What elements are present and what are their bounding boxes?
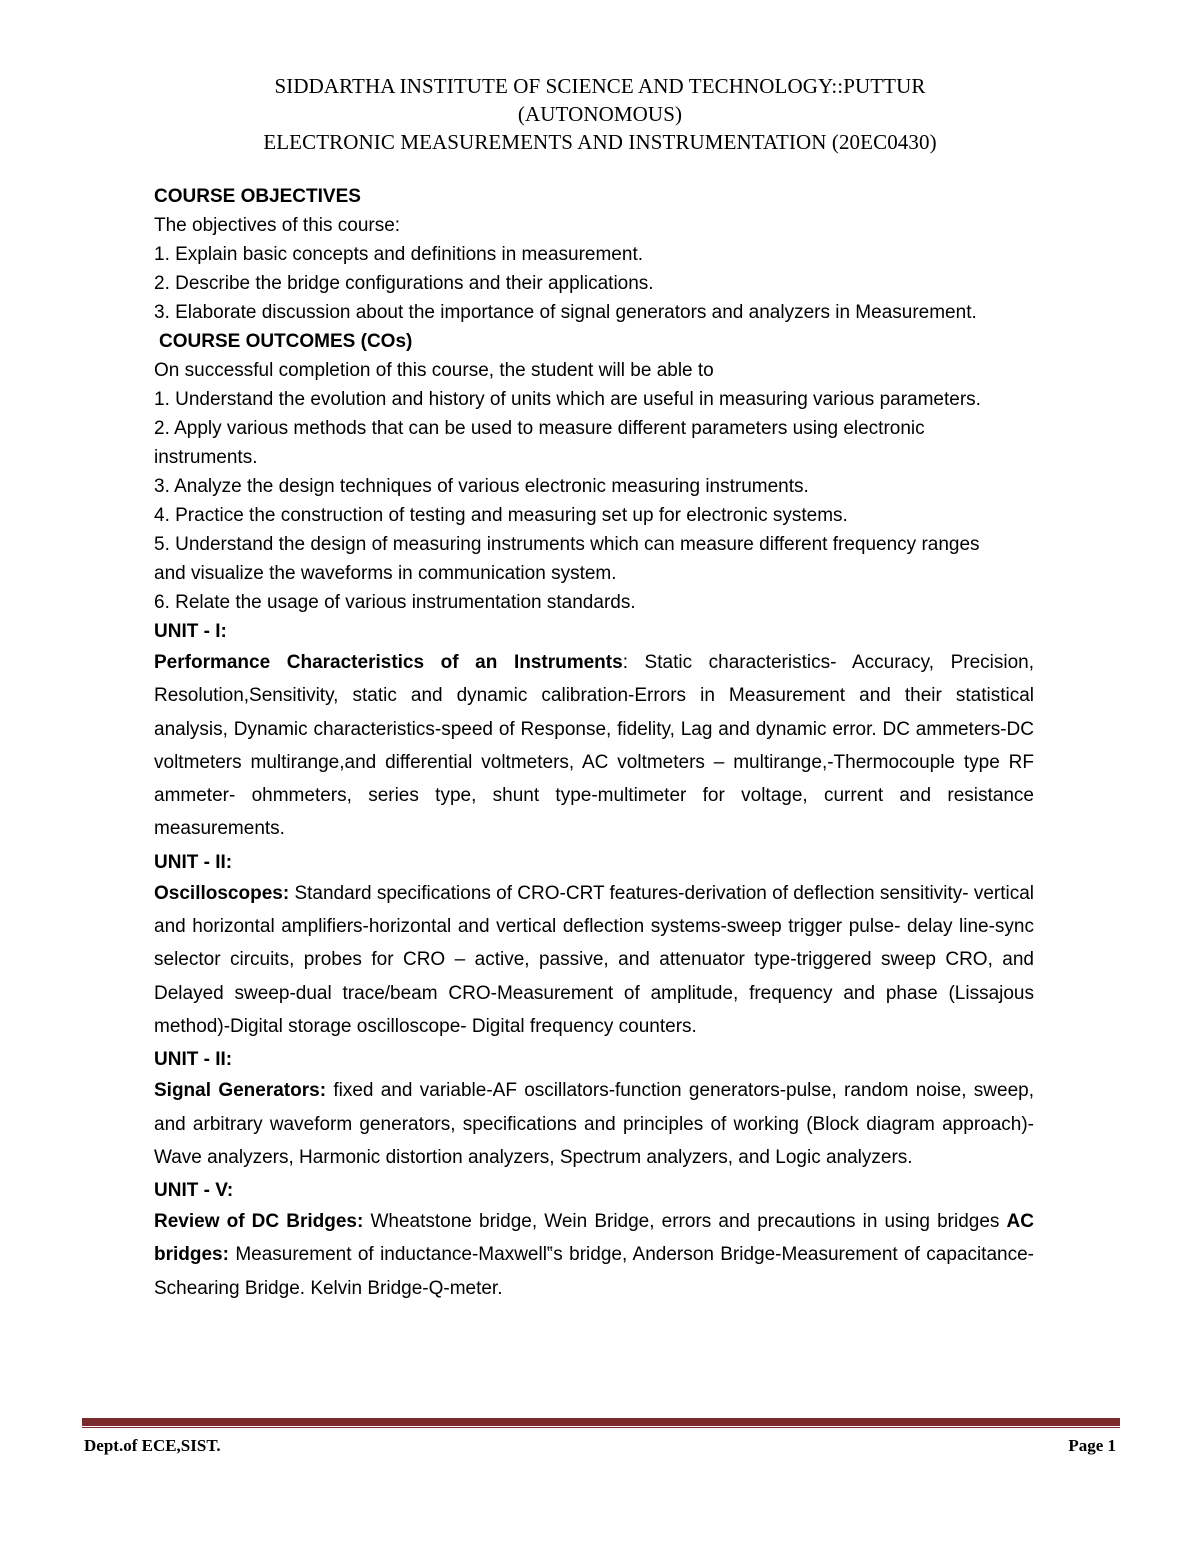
unit-5-text-2: Measurement of inductance-Maxwell‟s bridge, Anderson Bridge-Measurement of capacitance- Schearing Bridge. Kelvin Bridge-Q-meter. — [154, 1244, 1034, 1299]
unit-2-text: Standard specifications of CRO-CRT features-derivation of deflection sensitivity- vertical and horizontal amplifiers-horizontal and vertical deflection systems-sweep trigger pulse- delay line-sync selector circuits, probes for CRO – active, passive, and attenuator type-triggered sweep CRO, and Delayed sweep-dual trace/beam CRO-Measurement of amplitude, frequency and phase (Lissajous method)-Digital storage oscilloscope- Digital frequency counters. — [154, 882, 1035, 1037]
unit-5-text: Wheatstone bridge, Wein Bridge, errors and precautions in using bridges — [363, 1211, 1007, 1233]
objective-item: 1. Explain basic concepts and definitions in measurement. — [154, 244, 643, 265]
objective-item: 3. Elaborate discussion about the importance of signal generators and analyzers in Measurement. — [154, 302, 977, 323]
unit-3-text: fixed and variable-AF oscillators-function generators-pulse, random noise, sweep, and arbitrary waveform generators, specifications and principles of working (Block diagram approach)-Wave analyzers, Harmonic distortion analyzers, Spectrum analyzers, and Logic analyzers. — [154, 1080, 1034, 1168]
outcome-item-continued: instruments. — [154, 447, 258, 468]
unit-5-content — [154, 1205, 1034, 1305]
outcome-item: 3. Analyze the design techniques of various electronic measuring instruments. — [154, 476, 809, 497]
unit-3-heading: UNIT - II: — [154, 1049, 233, 1071]
unit-1-heading: UNIT - I: — [154, 621, 227, 642]
unit-2-heading: UNIT - II: — [154, 851, 233, 873]
unit-2-title: Oscilloscopes: — [154, 882, 290, 904]
unit-1-title: Performance Characteristics of an Instruments — [154, 652, 623, 673]
unit-5-title: Review of DC Bridges: — [154, 1211, 364, 1233]
footer-department: Dept.of ECE,SIST. — [84, 1436, 221, 1455]
objective-item: 2. Describe the bridge configurations and their applications. — [154, 273, 654, 294]
unit-5-heading: UNIT - V: — [154, 1180, 234, 1202]
outcome-item: 5. Understand the design of measuring instruments which can measure different frequency ranges — [154, 534, 980, 555]
document-body — [154, 182, 1034, 1307]
unit-1-text: : Static characteristics- Accuracy, Precision, Resolution,Sensitivity, static and dynamic calibration-Errors in Measurement and their statistical analysis, Dynamic characteristics-speed of Response, fidelity, Lag and dynamic error. DC ammeters-DC voltmeters multirange,and differential voltmeters, AC voltmeters – multirange,-Thermocouple type RF ammeter- ohmmeters, series type, shunt type-multimeter for voltage, current and resistance measurements. — [154, 652, 1034, 840]
institute-status: (AUTONOMOUS) — [517, 102, 683, 126]
outcome-item: 6. Relate the usage of various instrumentation standards. — [154, 592, 636, 613]
outcomes-intro: On successful completion of this course, the student will be able to — [154, 360, 714, 381]
institute-name: SIDDARTHA INSTITUTE OF SCIENCE AND TECHNOLOGY::PUTTUR — [274, 74, 926, 98]
unit-2-content — [154, 877, 1034, 1043]
footer-divider — [82, 1418, 1120, 1426]
footer-divider-thin — [82, 1427, 1120, 1428]
objectives-heading: COURSE OBJECTIVES — [154, 186, 361, 207]
outcome-item: 1. Understand the evolution and history of units which are useful in measuring various parameters. — [154, 389, 981, 410]
unit-5-title-2: AC bridges: — [154, 1211, 1034, 1266]
unit-1-content — [154, 646, 1034, 846]
unit-3-title: Signal Generators: — [154, 1080, 327, 1102]
objectives-intro: The objectives of this course: — [154, 215, 401, 236]
document-header — [0, 72, 1200, 156]
outcomes-heading: COURSE OUTCOMES (COs) — [159, 331, 413, 352]
footer-page-number: Page 1 — [1068, 1436, 1116, 1455]
course-title: ELECTRONIC MEASUREMENTS AND INSTRUMENTATION (20EC0430) — [263, 130, 937, 154]
outcome-item: 2. Apply various methods that can be used to measure different parameters using electronic — [154, 418, 925, 439]
outcome-item: 4. Practice the construction of testing and measuring set up for electronic systems. — [154, 505, 848, 526]
unit-3-content — [154, 1074, 1034, 1174]
outcome-item-continued: and visualize the waveforms in communication system. — [154, 563, 617, 584]
